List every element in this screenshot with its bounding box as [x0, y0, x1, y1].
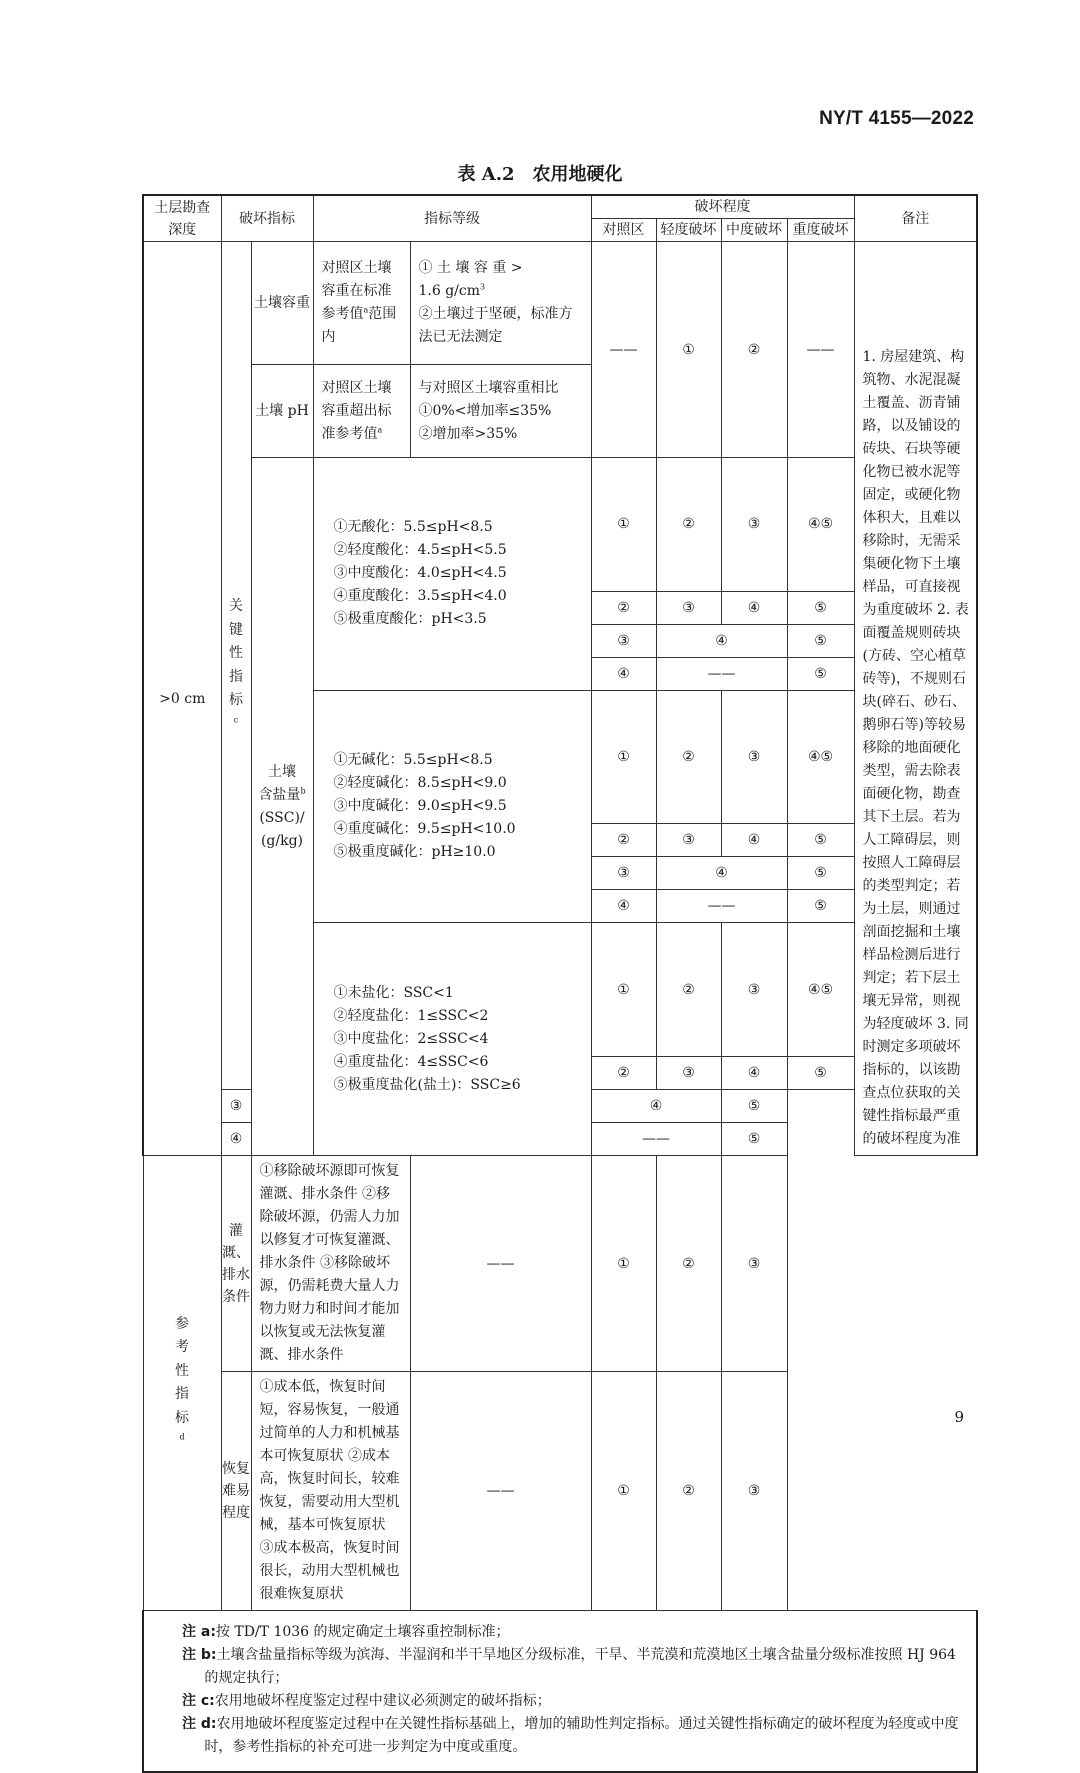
acid-r2-control: ②	[591, 591, 656, 624]
salt-r2-light: ③	[656, 1057, 721, 1090]
alkali-r1-moderate: ③	[721, 690, 787, 824]
header-grade: 指标等级	[313, 195, 591, 242]
alkali-r3-control: ③	[591, 857, 656, 890]
alkali-r1-severe: ④⑤	[787, 690, 854, 824]
note-d: 注 d:农用地破坏程度鉴定过程中在关键性指标基础上，增加的辅助性判定指标。通过关键性指标确定的破坏程度为轻度或中度时，参考性指标的补充可进一步判定为中度或重度。	[182, 1716, 959, 1755]
acid-r4-control: ④	[591, 657, 656, 690]
header-control: 对照区	[591, 219, 656, 242]
acid-r3-severe: ⑤	[787, 624, 854, 657]
bulk-degree-light: ①	[656, 242, 721, 458]
acid-r1-severe: ④⑤	[787, 458, 854, 592]
acid-r4-mid: ——	[656, 657, 787, 690]
header-light: 轻度破坏	[656, 219, 721, 242]
alkali-r1-light: ②	[656, 690, 721, 824]
bulk-degree-severe: ——	[787, 242, 854, 458]
recovery-name: 恢复难易程度	[221, 1372, 251, 1611]
note-b: 注 b:土壤含盐量指标等级为滨海、半湿润和半干旱地区分级标准，干旱、半荒漠和荒漠地区土壤含盐量分级标准按照 HJ 964 的规定执行；	[182, 1647, 956, 1686]
acid-r3-mid: ④	[656, 624, 787, 657]
alkali-r1-control: ①	[591, 690, 656, 824]
ph-name: 土壤 pH	[251, 365, 313, 458]
salt-r4-control: ④	[221, 1123, 251, 1156]
note-a: 注 a:按 TD/T 1036 的规定确定土壤容重控制标准；	[182, 1624, 510, 1640]
header-moderate: 中度破坏	[721, 219, 787, 242]
ph-condition: 对照区土壤容重超出标准参考值$^a$	[313, 365, 410, 458]
salt-r2-severe: ⑤	[787, 1057, 854, 1090]
salt-r4-mid: ——	[591, 1123, 721, 1156]
bulk-density-name: 土壤容重	[251, 242, 313, 365]
alkali-levels: ①无碱化：5.5≤pH<8.5 ②轻度碱化：8.5≤pH<9.0 ③中度碱化：9.0≤pH<9.5 ④重度碱化：9.5≤pH<10.0 ⑤极重度碱化：pH≥10.0	[313, 690, 591, 923]
acid-r4-severe: ⑤	[787, 657, 854, 690]
key-indicator-label: 关键性指标$^c$	[221, 242, 251, 1090]
page-number: 9	[954, 1408, 964, 1426]
irrigation-name: 灌溉、排水条件	[221, 1156, 251, 1372]
acid-r3-control: ③	[591, 624, 656, 657]
table-title: 表 A.2 农用地硬化	[457, 164, 623, 185]
bulk-density-levels: ① 土 壤 容 重 > 1.6 $g/cm^3$ ②土壤过于坚硬，标准方法已无法测定	[410, 242, 591, 365]
acid-r2-light: ③	[656, 591, 721, 624]
bulk-degree-moderate: ②	[721, 242, 787, 458]
salt-r1-light: ②	[656, 923, 721, 1057]
salt-levels: ①未盐化：SSC<1 ②轻度盐化：1≤SSC<2 ③中度盐化：2≤SSC<4 ④重度盐化：4≤SSC<6 ⑤极重度盐化(盐土)：SSC≥6	[313, 923, 591, 1156]
header-damage-degree: 破坏程度	[591, 195, 854, 219]
alkali-r3-mid: ④	[656, 857, 787, 890]
acid-r1-control: ①	[591, 458, 656, 592]
recovery-levels: ①成本低，恢复时间短，容易恢复，一般通过简单的人力和机械基本可恢复原状 ②成本高，恢复时间长，较难恢复，需要动用大型机械，基本可恢复原状 ③成本极高，恢复时间很长，动用大型机械也很难恢复原状	[251, 1372, 410, 1611]
acid-r2-severe: ⑤	[787, 591, 854, 624]
irrigation-degree-moderate: ②	[656, 1156, 721, 1372]
ref-indicator-label: 参考性指标$^d$	[143, 1156, 221, 1611]
bulk-density-condition: 对照区土壤容重在标准参考值$^a$范围内	[313, 242, 410, 365]
alkali-r2-control: ②	[591, 824, 656, 857]
remark-text: 1. 房屋建筑、构筑物、水泥混凝土覆盖、沥青铺路，以及铺设的砖块、石块等硬化物已被水泥等固定，或硬化物体积大，且难以移除时，无需采集硬化物下土壤样品，可直接视为重度破坏 2. 表面覆盖规则砖块(方砖、空心植草砖等)，不规则石块(碎石、砂石、鹅卵石等)等较易移除的地面硬化类型，需去除表面硬化物，勘查其下土层。若为人工障碍层，则按照人工障碍层的类型判定；若为土层，则通过剖面挖掘和土壤样品检测后进行判定；若下层土壤无异常，则视为轻度破坏 3. 同时测定多项破坏指标的，以该勘查点位获取的关键性指标最严重的破坏程度为准	[854, 242, 977, 1156]
alkali-r2-severe: ⑤	[787, 824, 854, 857]
recovery-degree-severe: ③	[721, 1372, 787, 1611]
salt-r4-severe: ⑤	[721, 1123, 787, 1156]
header-depth: 土层勘查深度	[143, 195, 221, 242]
note-c: 注 c:农用地破坏程度鉴定过程中建议必须测定的破坏指标；	[182, 1693, 551, 1709]
bulk-degree-control: ——	[591, 242, 656, 458]
table-notes	[143, 1611, 977, 1773]
hardening-table	[142, 194, 978, 1773]
acid-r1-light: ②	[656, 458, 721, 592]
alkali-r2-light: ③	[656, 824, 721, 857]
acid-r2-moderate: ④	[721, 591, 787, 624]
header-severe: 重度破坏	[787, 219, 854, 242]
ph-levels: 与对照区土壤容重相比 ①0%<增加率≤35% ②增加率>35%	[410, 365, 591, 458]
alkali-r2-moderate: ④	[721, 824, 787, 857]
salt-r2-control: ②	[591, 1057, 656, 1090]
irrigation-degree-control: ——	[410, 1156, 591, 1372]
alkali-r4-severe: ⑤	[787, 890, 854, 923]
acid-r1-moderate: ③	[721, 458, 787, 592]
alkali-r3-severe: ⑤	[787, 857, 854, 890]
acid-levels: ①无酸化：5.5≤pH<8.5 ②轻度酸化：4.5≤pH<5.5 ③中度酸化：4.0≤pH<4.5 ④重度酸化：3.5≤pH<4.0 ⑤极重度酸化：pH<3.5	[313, 458, 591, 691]
salt-r3-severe: ⑤	[721, 1090, 787, 1123]
irrigation-levels: ①移除破坏源即可恢复灌溉、排水条件 ②移除破坏源，仍需人力加以修复才可恢复灌溉、排水条件 ③移除破坏源，仍需耗费大量人力物力财力和时间才能加以恢复或无法恢复灌溉、排水条件	[251, 1156, 410, 1372]
recovery-degree-control: ——	[410, 1372, 591, 1611]
salt-r2-moderate: ④	[721, 1057, 787, 1090]
document-code: NY/T 4155—2022	[819, 108, 974, 129]
recovery-degree-light: ①	[591, 1372, 656, 1611]
salt-r3-mid: ④	[591, 1090, 721, 1123]
alkali-r4-control: ④	[591, 890, 656, 923]
header-remark: 备注	[854, 195, 977, 242]
depth-value: >0 cm	[143, 242, 221, 1156]
salt-r1-moderate: ③	[721, 923, 787, 1057]
recovery-degree-moderate: ②	[656, 1372, 721, 1611]
ssc-name: 土壤 含盐量$^b$ (SSC)/ (g/kg)	[251, 458, 313, 1156]
salt-r3-control: ③	[221, 1090, 251, 1123]
header-indicator: 破坏指标	[221, 195, 313, 242]
irrigation-degree-severe: ③	[721, 1156, 787, 1372]
salt-r1-severe: ④⑤	[787, 923, 854, 1057]
salt-r1-control: ①	[591, 923, 656, 1057]
alkali-r4-mid: ——	[656, 890, 787, 923]
irrigation-degree-light: ①	[591, 1156, 656, 1372]
